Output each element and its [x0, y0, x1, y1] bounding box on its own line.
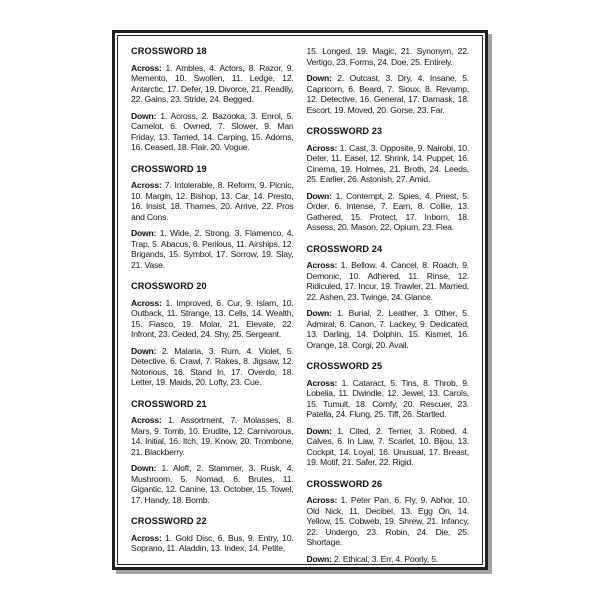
crossword-section-25 [307, 361, 470, 468]
across-text: 1. Improved, 6. Cur, 9. Islam, 10. Outback, 11. Strange, 13. Cells, 14. Wealth, 15. Fiasco, 19. Molar, 21. Elevate, 22. Infront, 23. Ceded, 24. Shy, 25. Sergeant. [131, 297, 294, 339]
across-text: 1. Ambles, 4. Actors, 8. Razor, 9. Memento, 10. Swollen, 11. Ledge, 12. Antarctic, 17. Defer, 19. Divorce, 21. Readily, 22. Gains, 23. Stride, 24. Begged. [131, 62, 294, 104]
across-answers [131, 180, 294, 222]
across-text: 1. Assortment, 7. Molasses, 8. Mars, 9. Tomb, 10. Erudite, 12. Carnivorous, 14. Initial, 16. Itch, 19. Know, 20. Trombone, 21. Blackberry. [131, 415, 294, 457]
down-text: 1. Cited, 2. Terrier, 3. Robed, 4. Calves, 6. In Law, 7. Scarlet, 10. Bijou, 13. Cockpit, 14. Loyal, 16. Unusual, 17. Breast, 19. Motif, 21. Safer, 22. Rigid. [306, 425, 469, 467]
across-text: 1. Gold Disc, 6. Bus, 9. Entry, 10. Soprano, 11. Aladdin, 13. Index, 14. Petite, [131, 532, 294, 553]
down-label: Down: [306, 308, 332, 318]
down-answers [307, 73, 470, 115]
across-answers [307, 260, 470, 302]
two-column-layout [131, 46, 469, 564]
section-heading: CROSSWORD 23 [306, 126, 383, 136]
down-answers [307, 554, 470, 565]
crossword-section-22-continued [307, 46, 470, 115]
down-label: Down: [131, 463, 157, 473]
across-label: Across: [306, 495, 338, 505]
down-text: 2. Ethical, 3. Err, 4. Poorly, 5. [333, 553, 439, 564]
section-heading: CROSSWORD 24 [306, 243, 383, 254]
crossword-section-21 [131, 399, 294, 506]
across-label: Across: [131, 62, 162, 73]
section-heading: CROSSWORD 19 [131, 163, 207, 174]
down-text: 1. Contempt, 2. Spies, 4. Priest, 5. Order, 6. Intense, 7. Earn, 8. Collie, 13. Gathered, 15. Protect, 17. Inborn, 18. Assess, 20. Mason, 22. Opium, 23. Flea. [306, 190, 469, 232]
document-page [112, 30, 488, 570]
crossword-section-22 [131, 516, 294, 554]
page-inner-frame [117, 35, 483, 565]
down-text: 1. Across, 2. Bazooka, 3. Enrol, 5. Camelot, 6. Owned, 7. Slower, 9. Man Friday, 13. Tarried, 14. Carping, 15. Adorns, 16. Ceased, 18. Flair, 20. Vogue. [131, 110, 294, 152]
across-text: 1. Cataract, 5. Tins, 8. Throb, 9. Lobelia, 11. Dwindle, 12. Jewel, 13. Carols, 15. Tumult, 18. Comfy, 20. Rescuer, 23. Patella, 24. Flung, 25. Tiff, 26. Startled. [306, 377, 469, 419]
across-label: Across: [131, 532, 162, 543]
crossword-section-19 [131, 164, 294, 271]
across-answers [307, 378, 470, 420]
across-text: 7. Intolerable, 8. Reform, 9. Picnic, 10. Margin, 12. Bishop, 13. Car, 14. Presto, 16. Insist, 18. Thames, 20. Arrive, 22. Pros and Cons. [131, 180, 294, 222]
down-label: Down: [306, 553, 332, 564]
down-answers [307, 426, 470, 468]
across-label: Across: [306, 260, 338, 270]
down-text: 1. Burial, 2. Leather, 3. Other, 5. Admiral, 6. Canon, 7. Lackey, 9. Dedicated, 13. Darling, 14. Dolphin, 15. Kismet, 16. Orange, 18. Corgi, 20. Avail. [306, 308, 469, 350]
down-text: 2. Outcast, 3. Dry, 4. Insane, 5. Capricorn, 6. Beard, 7. Sioux, 8. Revamp, 12. Detective, 16. General, 17. Damask, 18. Escort, 19. Moved, 20. Gorse, 23. Far. [306, 73, 469, 115]
down-text: 1. Aloft, 2. Stammer, 3. Rusk, 4. Mushroom, 5. Nomad, 6. Brutes, 11. Gigantic, 12. Canine, 13. October, 15. Towel, 17. Handy, 18. Bomb. [131, 463, 294, 505]
across-text: 15. Longed, 19. Magic, 21. Synonym, 22. Vertigo, 23. Forms, 24. Doe, 25. Entirely. [306, 46, 469, 67]
left-column [131, 46, 294, 554]
across-answers-continued [307, 46, 470, 67]
across-text: 1. Cast, 3. Opposite, 9. Nairobi, 10. Deter, 11. Easel, 12. Shrink, 14. Puppet, 16. Cinema, 19. Holmes, 21. Broth, 24. Leeds, 25. Earlier, 26. Astonish, 27. Amid. [306, 142, 469, 184]
across-text: 1. Peter Pan, 6. Fly, 9. Abhor, 10. Old Nick, 11. Decibel, 13. Egg On, 14. Yellow, 15. Cobweb, 19. Shrew, 21. Infancy, 22. Undergo, 23. Robin, 24. Die, 25. Shortage. [306, 495, 469, 547]
across-answers [131, 533, 294, 554]
down-answers [131, 111, 294, 153]
down-label: Down: [131, 110, 157, 121]
crossword-section-18 [131, 46, 294, 153]
crossword-section-20 [131, 281, 294, 388]
crossword-section-23 [307, 126, 470, 233]
down-answers [131, 463, 294, 505]
down-label: Down: [306, 73, 332, 83]
down-label: Down: [306, 425, 332, 436]
right-column [307, 46, 470, 564]
section-heading: CROSSWORD 20 [131, 281, 207, 291]
section-heading: CROSSWORD 22 [131, 516, 207, 526]
across-label: Across: [131, 180, 162, 190]
down-text: 2. Malaria, 3. Rum, 4. Violet, 5. Detective, 6. Crawl, 7. Rakes, 8. Jigsaw, 12. Notorious, 16. Stand In, 17. Overdo, 18. Letter, 19. Maids, 20. Lofty, 23. Cue. [131, 345, 294, 387]
down-label: Down: [131, 228, 157, 238]
down-answers [307, 191, 470, 233]
across-answers [307, 143, 470, 185]
across-answers [131, 298, 294, 340]
across-label: Across: [306, 377, 338, 388]
across-answers [131, 415, 294, 457]
crossword-section-26 [307, 479, 470, 565]
section-heading: CROSSWORD 26 [306, 478, 383, 489]
section-heading: CROSSWORD 21 [131, 398, 207, 409]
across-answers [307, 495, 470, 548]
crossword-section-24 [307, 244, 470, 351]
section-heading: CROSSWORD 18 [131, 46, 207, 56]
across-label: Across: [131, 415, 162, 425]
across-label: Across: [131, 297, 162, 308]
across-label: Across: [306, 142, 338, 153]
down-text: 1. Wide, 2. Strong, 3. Flamenco, 4. Trap, 5. Abacus, 6. Perilous, 11. Airships, 12. Brigands, 15. Symbol, 17. Sorrow, 19. Slay, 21. Vase. [131, 228, 294, 270]
down-label: Down: [131, 345, 157, 356]
down-answers [131, 228, 294, 270]
down-answers [131, 346, 294, 388]
across-text: 1. Bellow, 4. Cancel, 8. Roach, 9. Demonic, 10. Adhered, 11. Rinse, 12. Ridiculed, 17. Incur, 19. Trawler, 21. Married, 22. Ashen, 23. Twinge, 24. Glance. [306, 260, 469, 302]
across-answers [131, 63, 294, 105]
down-label: Down: [306, 190, 332, 201]
down-answers [307, 308, 470, 350]
section-heading: CROSSWORD 25 [306, 361, 383, 371]
